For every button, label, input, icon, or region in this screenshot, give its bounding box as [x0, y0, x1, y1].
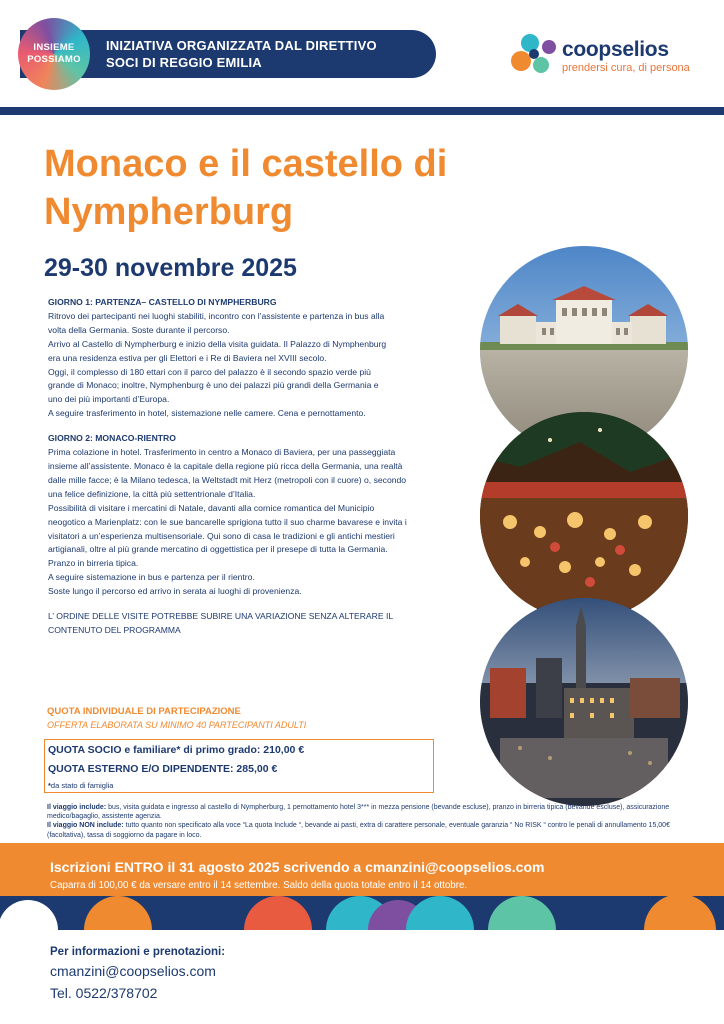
day1-line: uno dei più importanti d’Europa.	[48, 394, 170, 405]
quota-note-text: da stato di famiglia	[50, 781, 114, 790]
day2-line: visitatori a un’esperienza multisensoriale. Qui sono di casa le tradizioni e gli antichi mestieri	[48, 530, 395, 541]
notice-line2: CONTENUTO DEL PROGRAMMA	[48, 624, 181, 635]
title-line2: Nympherburg	[44, 191, 294, 233]
notice-line1: L’ ORDINE DELLE VISITE POTREBBE SUBIRE UNA VARIAZIONE SENZA ALTERARE IL	[48, 611, 394, 622]
day1-line: grande di Monaco; inoltre, Nymphenburg è uno dei palazzi più grandi della Germania e	[48, 380, 379, 391]
badge-line2: POSSIAMO	[27, 54, 81, 65]
quota-note-star: *	[48, 781, 51, 790]
not-include-label: Il viaggio NON include:	[47, 822, 124, 830]
day1-line: A seguire trasferimento in hotel, sistemazione nelle camere. Cena e pernottamento.	[48, 408, 366, 419]
included-details	[47, 803, 697, 840]
quota-note	[48, 781, 113, 790]
quota-title: QUOTA INDIVIDUALE DI PARTECIPAZIONE	[47, 706, 241, 717]
day2-line: neogotico a Marienplatz: con le sue bancarelle sprigiona tutto il suo charme bavarese e invita i	[48, 516, 407, 527]
title-line1: Monaco e il castello di	[44, 143, 448, 185]
christmas-market-photo	[480, 412, 688, 620]
day2-line: dalle mille facce; è la Milano tedesca, la Weltstadt mit Herz (metropoli con il cuore) o, secondo	[48, 474, 407, 485]
include-text: bus, visita guidata e ingresso al castello di Nympherburg, 1 pernottamento hotel 3*** in mezza pensione (bevande escluse), pranzo in birreria tipica (bevande escluse), assicurazione medico/bagaglio, assistente agenzia.	[47, 804, 670, 821]
day1-heading: GIORNO 1: PARTENZA– CASTELLO DI NYMPHERBURG	[48, 297, 277, 307]
day2-line: Pranzo in birreria tipica.	[48, 558, 139, 569]
include-block	[47, 803, 697, 821]
coopselios-logo-icon	[508, 32, 558, 76]
header-rule	[0, 107, 724, 115]
decorative-dots-strip	[0, 896, 724, 930]
info-heading: Per informazioni e prenotazioni:	[50, 946, 226, 958]
day1-line: Ritrovo dei partecipanti nei luoghi stabiliti, incontro con l’assistente e partenza in bus alla	[48, 310, 385, 321]
day1-line: Arrivo al Castello di Nympherburg e inizio della visita guidata. Il Palazzo di Nymphenburg	[48, 338, 387, 349]
header-line1: INIZIATIVA ORGANIZZATA DAL DIRETTIVO	[106, 38, 377, 53]
info-email[interactable]: cmanzini@coopselios.com	[50, 963, 216, 979]
deposit-info: Caparra di 100,00 € da versare entro il 14 settembre. Saldo della quota totale entro il 14 ottobre.	[50, 880, 468, 891]
header-line2: SOCI DI REGGIO EMILIA	[106, 55, 262, 70]
registration-deadline: Iscrizioni ENTRO il 31 agosto 2025 scrivendo a cmanzini@coopselios.com	[50, 859, 545, 875]
day1-line: Oggi, il complesso di 180 ettari con il parco del palazzo è il secondo spazio verde più	[48, 366, 371, 377]
day1-line: era una residenza estiva per gli Elettori e i Re di Baviera nel XVIII secolo.	[48, 352, 327, 363]
quota-subtitle: OFFERTA ELABORATA SU MINIMO 40 PARTECIPANTI ADULTI	[47, 720, 307, 730]
header-text	[106, 37, 377, 71]
not-include-block	[47, 821, 697, 839]
logo-tagline: prendersi cura, di persona	[562, 62, 690, 74]
day2-line: Soste lungo il percorso ed arrivo in serata ai luoghi di provenienza.	[48, 586, 302, 597]
badge-line1: INSIEME	[33, 42, 75, 53]
info-phone[interactable]: Tel. 0522/378702	[50, 985, 158, 1001]
itinerary	[48, 296, 448, 638]
day2-line: A seguire sistemazione in bus e partenza per il rientro.	[48, 572, 255, 583]
quota-esterno: QUOTA ESTERNO E/O DIPENDENTE: 285,00 €	[48, 763, 278, 775]
trip-dates: 29-30 novembre 2025	[44, 254, 297, 282]
logo-name: coopselios	[562, 38, 669, 61]
day1-line: volta della Germania. Soste durante il percorso.	[48, 324, 230, 335]
day2-heading: GIORNO 2: MONACO-RIENTRO	[48, 433, 176, 444]
munich-skyline-photo	[480, 598, 688, 806]
day2-line: Prima colazione in hotel. Trasferimento in centro a Monaco di Baviera, per una passeggiata	[48, 447, 396, 458]
quota-socio: QUOTA SOCIO e familiare* di primo grado: 210,00 €	[48, 744, 305, 756]
not-include-text: tutto quanto non specificato alla voce “La quota Include “, bevande ai pasti, extra di carattere personale, eventuale garanzia “ No RISK “ contro le penali di annullamento 15,00€ (facoltativa), tassa di soggiorno da pagare in loco.	[47, 822, 670, 839]
day2-line: artigianali, oltre al più grande mercatino di oggettistica per il presepe di tutta la Germania.	[48, 544, 388, 555]
page-title	[44, 140, 514, 236]
day2-line: una felice definizione, la città più settentrionale d’Italia.	[48, 488, 256, 499]
include-label: Il viaggio include:	[47, 804, 107, 811]
day2-line: insieme all’assistente. Monaco è la capitale della regione più ricca della Germania, una realtà	[48, 460, 403, 471]
day2-line: Possibilità di visitare i mercatini di Natale, davanti alla cornice romantica del Municipio	[48, 502, 375, 513]
insieme-possiamo-badge	[18, 18, 90, 90]
